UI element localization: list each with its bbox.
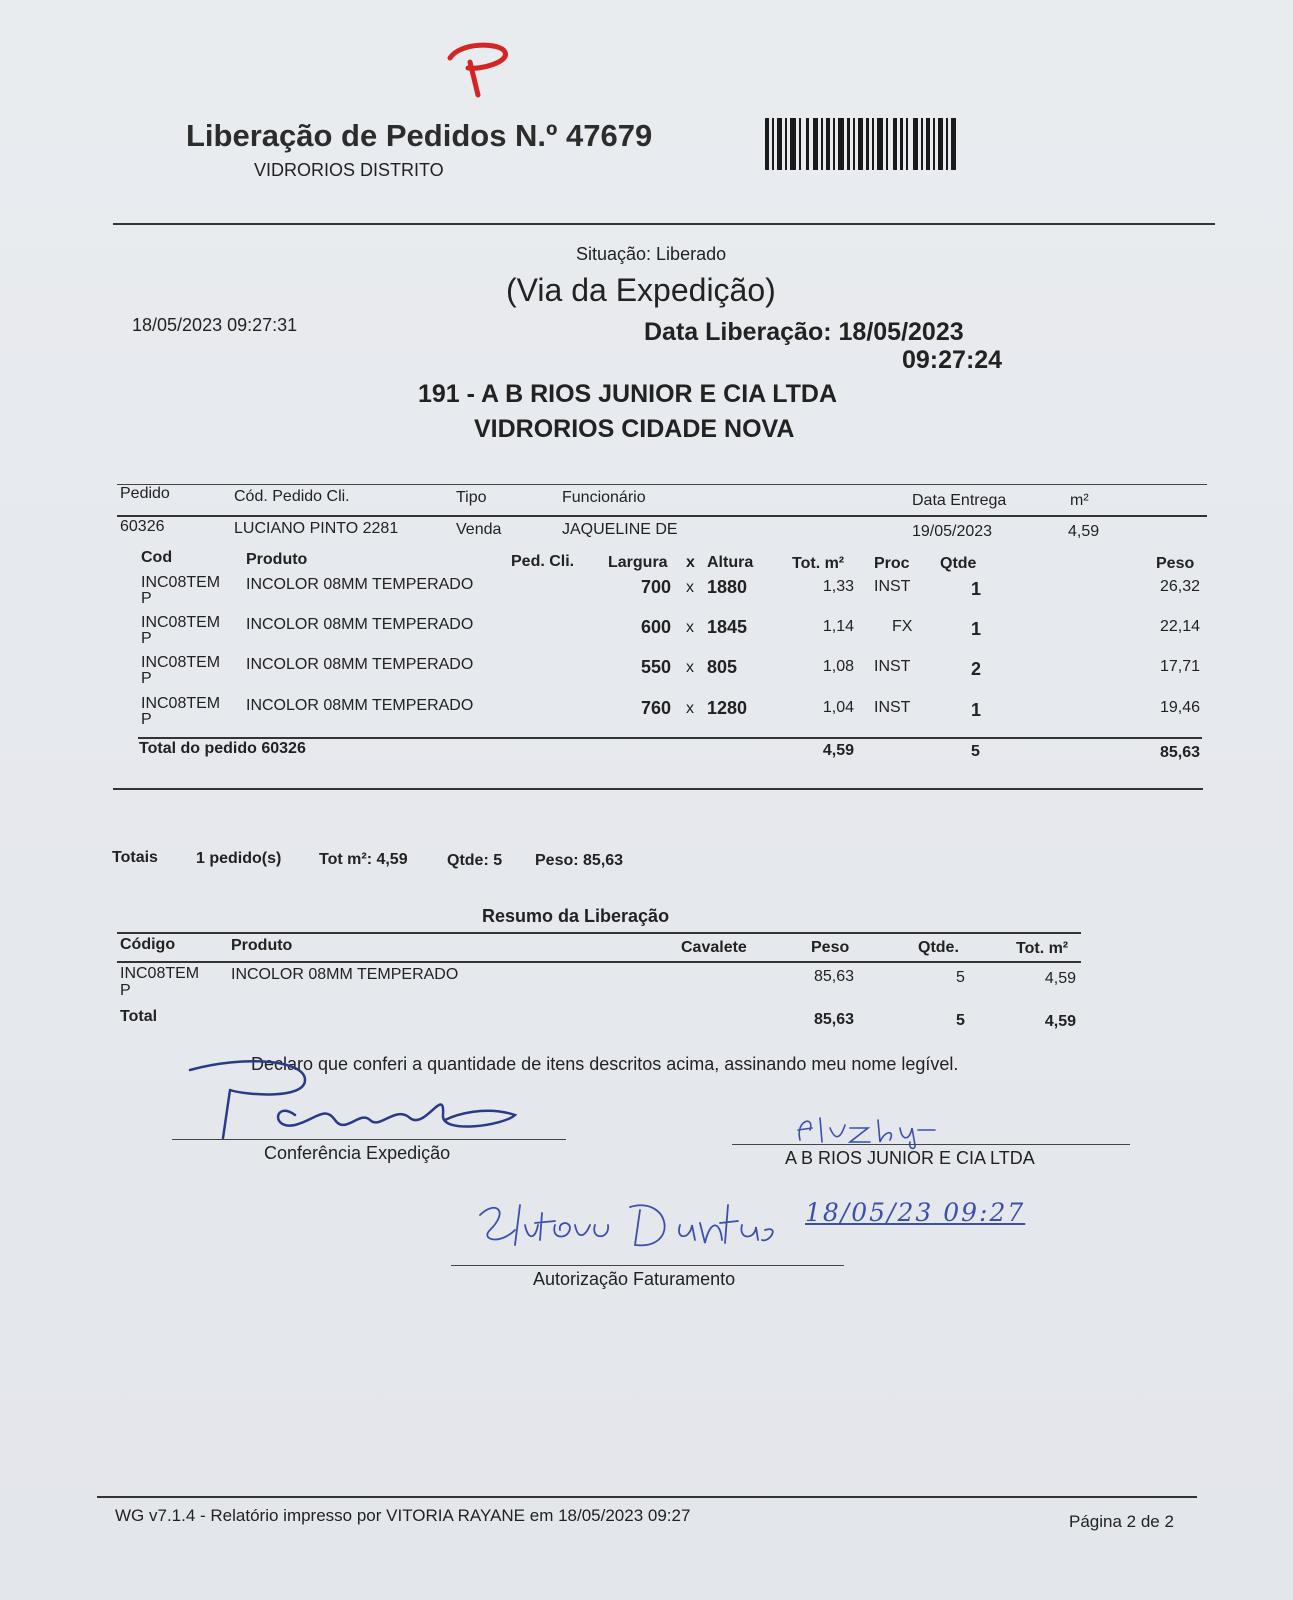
order-m2: 4,59: [1068, 523, 1100, 540]
item-peso: 26,32: [1159, 578, 1200, 595]
col-pedido: Pedido: [120, 485, 170, 502]
item-qtde: 1: [971, 700, 982, 720]
via-label: (Via da Expedição): [506, 272, 776, 308]
summary-col-tot-m2: Tot. m²: [1016, 940, 1069, 957]
summary-peso: 85,63: [813, 968, 854, 985]
item-largura: 600: [641, 617, 672, 637]
item-x: x: [686, 659, 694, 676]
col-data-entrega: Data Entrega: [912, 492, 1007, 509]
col-tipo: Tipo: [456, 489, 487, 506]
item-altura: 1280: [707, 698, 748, 718]
footer-divider: [97, 1496, 1197, 1498]
signature-conferencia: [185, 1060, 545, 1140]
summary-produto: INCOLOR 08MM TEMPERADO: [231, 966, 459, 983]
summary-col-peso: Peso: [811, 939, 850, 956]
summary-col-codigo: Código: [120, 936, 176, 953]
item-produto: INCOLOR 08MM TEMPERADO: [246, 697, 474, 714]
handwritten-date: 18/05/23 09:27: [805, 1198, 1026, 1227]
item-cod: INC08TEM: [141, 574, 221, 591]
order-total-m2: 4,59: [822, 742, 854, 759]
summary-total-tot-m2: 4,59: [1044, 1013, 1076, 1030]
col-m2: m²: [1070, 492, 1089, 509]
summary-total-qtde: 5: [956, 1012, 965, 1029]
section-divider: [113, 788, 1203, 790]
client-name: 191 - A B RIOS JUNIOR E CIA LTDA: [418, 380, 838, 408]
company-name: VIDRORIOS DISTRITO: [254, 160, 444, 180]
totals-peso: Peso: 85,63: [535, 852, 624, 869]
totals-m2: Tot m²: 4,59: [319, 851, 408, 868]
item-altura: 1880: [707, 577, 748, 597]
order-top-rule: [117, 484, 1207, 485]
summary-col-produto: Produto: [231, 937, 293, 954]
item-x: x: [686, 579, 694, 596]
items-col-peso: Peso: [1156, 555, 1195, 572]
footer-page-number: Página 2 de 2: [1069, 1512, 1174, 1531]
items-col-largura: Largura: [608, 554, 668, 571]
item-produto: INCOLOR 08MM TEMPERADO: [246, 656, 474, 673]
items-col-proc: Proc: [874, 555, 910, 572]
item-tot-m2: 1,33: [822, 578, 854, 595]
red-correction-mark: [440, 40, 520, 100]
declaration-text: Declaro que conferi a quantidade de itens descritos acima, assinando meu nome legível.: [251, 1054, 959, 1074]
item-largura: 700: [641, 577, 672, 597]
signature-label-autorizacao: Autorização Faturamento: [533, 1269, 736, 1289]
summary-codigo-cont: P: [120, 982, 131, 999]
item-x: x: [686, 619, 694, 636]
printed-timestamp: 18/05/2023 09:27:31: [132, 315, 298, 335]
summary-total-label: Total: [120, 1008, 158, 1025]
item-peso: 22,14: [1159, 618, 1200, 635]
col-funcionario: Funcionário: [562, 489, 646, 506]
status-text: Situação: Liberado: [576, 244, 727, 264]
item-qtde: 2: [971, 659, 982, 679]
item-largura: 760: [641, 698, 672, 718]
order-data-entrega: 19/05/2023: [912, 523, 993, 540]
item-cod-cont: P: [141, 630, 152, 647]
item-x: x: [686, 700, 694, 717]
signature-line-cliente: [732, 1144, 1130, 1145]
order-pedido: 60326: [120, 518, 165, 535]
item-altura: 1845: [707, 617, 748, 637]
item-tot-m2: 1,08: [822, 658, 854, 675]
item-peso: 19,46: [1159, 699, 1200, 716]
release-date: Data Liberação: 18/05/2023: [644, 318, 964, 346]
document-title: Liberação de Pedidos N.º 47679: [186, 118, 653, 153]
item-cod-cont: P: [141, 590, 152, 607]
order-total-qtde: 5: [971, 743, 980, 760]
item-produto: INCOLOR 08MM TEMPERADO: [246, 616, 474, 633]
items-col-produto: Produto: [246, 551, 308, 568]
item-peso: 17,71: [1159, 658, 1200, 675]
item-qtde: 1: [971, 619, 982, 639]
order-total-peso: 85,63: [1159, 744, 1200, 761]
summary-total-peso: 85,63: [813, 1011, 854, 1028]
items-col-qtde: Qtde: [940, 555, 977, 572]
summary-title: Resumo da Liberação: [482, 906, 670, 926]
order-tipo: Venda: [456, 521, 502, 538]
signature-label-cliente: A B RIOS JUNIOR E CIA LTDA: [785, 1148, 1035, 1168]
item-tot-m2: 1,04: [822, 699, 854, 716]
items-col-cod: Cod: [141, 549, 173, 566]
item-cod-cont: P: [141, 670, 152, 687]
totals-qtde: Qtde: 5: [447, 852, 503, 869]
release-time: 09:27:24: [902, 346, 1003, 374]
item-qtde: 1: [971, 579, 982, 599]
signature-label-conferencia: Conferência Expedição: [264, 1143, 451, 1163]
item-proc: INST: [874, 699, 911, 716]
summary-tot-m2: 4,59: [1044, 970, 1076, 987]
items-col-altura: Altura: [707, 554, 754, 571]
col-cod-cli: Cód. Pedido Cli.: [234, 488, 350, 505]
summary-col-qtde: Qtde.: [918, 939, 959, 956]
signature-line-autorizacao: [451, 1265, 844, 1266]
items-col-tot-m2: Tot. m²: [792, 555, 845, 572]
footer-printed-by: WG v7.1.4 - Relatório impresso por VITORIA RAYANE em 18/05/2023 09:27: [115, 1506, 691, 1525]
order-total-rule: [138, 737, 1202, 739]
signature-line-conferencia: [172, 1139, 566, 1140]
order-cod-cli: LUCIANO PINTO 2281: [234, 520, 399, 537]
item-produto: INCOLOR 08MM TEMPERADO: [246, 576, 474, 593]
items-col-ped-cli: Ped. Cli.: [511, 553, 575, 570]
order-total-label: Total do pedido 60326: [139, 740, 306, 757]
totals-label: Totais: [112, 849, 158, 866]
order-header-rule: [117, 515, 1207, 517]
barcode: [765, 118, 960, 170]
header-divider: [113, 223, 1215, 225]
summary-header-rule: [117, 961, 1081, 963]
summary-codigo: INC08TEM: [120, 965, 200, 982]
item-cod-cont: P: [141, 711, 152, 728]
summary-qtde: 5: [956, 969, 965, 986]
item-proc: INST: [874, 578, 911, 595]
summary-top-rule: [117, 932, 1081, 934]
item-cod: INC08TEM: [141, 614, 221, 631]
order-funcionario: JAQUELINE DE: [562, 521, 678, 538]
totals-pedidos: 1 pedido(s): [196, 850, 282, 867]
items-col-x: x: [686, 554, 695, 571]
item-cod: INC08TEM: [141, 695, 221, 712]
summary-col-cavalete: Cavalete: [681, 939, 747, 956]
client-branch: VIDRORIOS CIDADE NOVA: [474, 415, 795, 443]
item-altura: 805: [707, 657, 738, 677]
item-proc: INST: [874, 658, 911, 675]
item-proc: FX: [892, 618, 913, 635]
item-cod: INC08TEM: [141, 654, 221, 671]
signature-autorizacao: [470, 1195, 820, 1265]
item-largura: 550: [641, 657, 672, 677]
item-tot-m2: 1,14: [822, 618, 854, 635]
